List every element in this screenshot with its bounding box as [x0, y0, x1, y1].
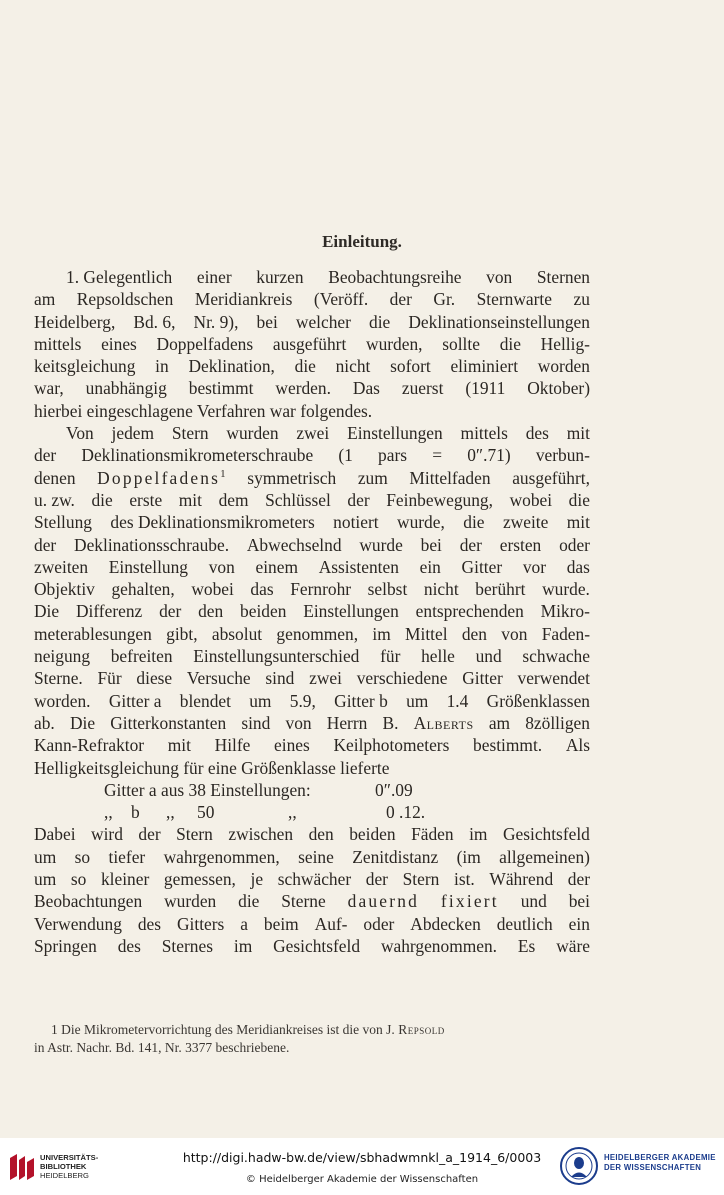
- p2-line: [34, 623, 590, 645]
- paragraph-3-end: [34, 913, 590, 958]
- footnote: [34, 1021, 594, 1057]
- word: genommen,: [276, 623, 359, 644]
- word: Feinbewegung,: [386, 489, 493, 510]
- word: Beobachtungsreihe: [328, 267, 462, 287]
- word: so: [74, 846, 91, 867]
- word: Mikro-: [540, 601, 590, 622]
- word: den: [461, 623, 487, 644]
- formula-value: 0″.09: [375, 779, 413, 800]
- word: des Deklinationsmikrometers: [110, 512, 315, 533]
- word: Schlüssel: [265, 489, 331, 510]
- word: verbun-: [535, 445, 590, 466]
- word: den: [308, 824, 334, 845]
- word: wurde: [359, 534, 403, 555]
- word: Differenz: [75, 601, 143, 622]
- word: nicht: [335, 356, 371, 377]
- word: wahrgenommen.: [380, 935, 498, 956]
- p3-end-line: [34, 913, 590, 935]
- word: bei: [256, 311, 278, 332]
- word: Einstellungen: [303, 601, 399, 622]
- word: Gr.: [433, 289, 456, 310]
- word: am: [488, 712, 511, 733]
- section-heading: Einleitung.: [322, 232, 402, 251]
- p2-line: [34, 645, 590, 667]
- word: Auf-: [314, 913, 348, 934]
- word: Doppelfadens: [156, 333, 254, 354]
- ditto-mark: ,,: [104, 802, 113, 823]
- word: Stern: [171, 423, 209, 444]
- word: Meridiankreis: [194, 289, 293, 310]
- word: sind: [265, 668, 295, 689]
- p2-line-3: [34, 467, 590, 489]
- word: der: [567, 869, 590, 890]
- word: dem: [218, 489, 249, 510]
- p1-line: [34, 400, 590, 422]
- line-text: hierbei eingeschlagene Verfahren war folgendes.: [34, 400, 373, 421]
- word: zwischen: [228, 824, 294, 845]
- word: mit: [178, 489, 202, 510]
- word: Assistenten: [318, 556, 399, 577]
- word: so: [70, 869, 87, 890]
- word: Abdecken: [410, 913, 481, 934]
- word: Gitter b: [334, 690, 388, 711]
- word: allgemeinen): [499, 846, 590, 867]
- word: bestimmt.: [473, 735, 543, 756]
- word: symmetrisch: [247, 467, 337, 488]
- footnote-text: 1 Die Mikrometervorrichtung des Meridiankreises ist die von J.: [51, 1022, 395, 1037]
- copyright-notice: © Heidelberger Akademie der Wissenschaften: [245, 1174, 479, 1185]
- spaced-term: Doppelfadens$^1$: [97, 467, 226, 488]
- word: unabhängig: [85, 378, 167, 399]
- word: Fäden: [411, 824, 454, 845]
- word: sofort: [390, 356, 431, 377]
- word: oder: [559, 534, 590, 555]
- word: von: [285, 712, 312, 733]
- word: Sterne.: [34, 668, 83, 689]
- academy-name: [604, 1153, 716, 1173]
- word: sind: [241, 712, 271, 733]
- word: der: [138, 824, 161, 845]
- word: Sternen: [536, 267, 590, 287]
- word: je: [250, 869, 264, 890]
- word: im: [233, 935, 253, 956]
- formula-value: 0 .12.: [386, 802, 426, 823]
- word: wahrgenommen,: [163, 846, 280, 867]
- word: ist.: [453, 869, 475, 890]
- word: kurzen: [256, 267, 304, 287]
- word: Fernrohr: [290, 579, 352, 600]
- word: Einstellung: [108, 556, 188, 577]
- word: mit: [167, 735, 191, 756]
- author-name: Alberts: [413, 712, 474, 733]
- p2-last-line: [34, 757, 590, 779]
- word: der: [34, 445, 57, 466]
- p1-line: [34, 355, 590, 377]
- word: zuerst: [401, 378, 444, 399]
- word: worden: [537, 356, 590, 377]
- word: pars: [378, 445, 408, 466]
- paragraph-1: [34, 266, 590, 422]
- word: jedem: [111, 423, 155, 444]
- word: Springen: [34, 935, 97, 956]
- word: gibt,: [166, 623, 198, 644]
- word: zweiten: [34, 556, 89, 577]
- word: neigung: [34, 646, 91, 667]
- word: Als: [565, 735, 590, 756]
- word: eliminiert: [450, 356, 519, 377]
- word: im: [469, 824, 488, 845]
- word: Gesichtsfeld: [273, 935, 361, 956]
- word: ersten: [499, 534, 542, 555]
- word: Faden-: [541, 623, 590, 644]
- p1-line: [34, 311, 590, 333]
- p2-line: [34, 667, 590, 689]
- word: wobei: [191, 579, 234, 600]
- word: u. zw.: [34, 489, 75, 510]
- word: wäre: [556, 935, 590, 956]
- word: (1911: [465, 378, 506, 399]
- word: absolut: [211, 623, 263, 644]
- word: oder: [363, 913, 395, 934]
- word: zum: [357, 467, 388, 488]
- word: zweite: [502, 512, 549, 533]
- word: Es: [517, 935, 536, 956]
- formula-label: Gitter a aus 38 Einstellungen:: [104, 779, 311, 800]
- word: 5.9,: [289, 690, 316, 711]
- word: sollte: [442, 333, 480, 354]
- word: der: [34, 534, 57, 555]
- word: mittels: [34, 333, 82, 354]
- word: Verwendung: [34, 913, 122, 934]
- word: der: [347, 489, 370, 510]
- word: der: [159, 601, 182, 622]
- word: den: [198, 601, 224, 622]
- p2-alberts-line: [34, 712, 590, 734]
- word: die: [369, 311, 391, 332]
- p3-line: [34, 868, 590, 890]
- word: zwei: [296, 423, 330, 444]
- word: der: [389, 289, 412, 310]
- word: Von: [66, 423, 94, 444]
- word: Die: [34, 601, 60, 622]
- word: entsprechenden: [415, 601, 524, 622]
- p1-line: [34, 288, 590, 310]
- word: Gesichtsfeld: [502, 824, 590, 845]
- word: des: [525, 423, 549, 444]
- word: werden.: [275, 378, 331, 399]
- word: um: [249, 690, 272, 711]
- word: Dabei: [34, 824, 76, 845]
- word: ein: [419, 556, 441, 577]
- word: um: [34, 846, 57, 867]
- word: befreiten: [110, 646, 173, 667]
- word: worden.: [34, 690, 91, 711]
- word: bei: [420, 534, 442, 555]
- ditto-mark: ,,: [166, 802, 175, 823]
- p2-line: [34, 511, 590, 533]
- formula-row-2: [34, 801, 590, 823]
- word: einem: [255, 556, 298, 577]
- p2-line: [34, 534, 590, 556]
- library-line-1: UNIVERSITÄTS-: [40, 1153, 99, 1162]
- word: eines: [101, 333, 137, 354]
- word: für: [380, 646, 401, 667]
- word: Einstellungen: [347, 423, 443, 444]
- word: Deklination,: [188, 356, 275, 377]
- p2-line-2: [34, 444, 590, 466]
- word: Gitterkonstanten: [110, 712, 227, 733]
- word: Bd. 6,: [133, 311, 176, 332]
- word: Abwechselnd: [246, 534, 342, 555]
- word: die: [463, 512, 485, 533]
- footnote-author: Repsold: [398, 1022, 445, 1037]
- word: wurden: [226, 423, 279, 444]
- line-text: Helligkeitsgleichung für eine Größenklasse lieferte: [34, 757, 390, 778]
- word: mit: [566, 512, 590, 533]
- p1-line: [34, 266, 590, 288]
- word: Während: [489, 869, 554, 890]
- word: Hellig-: [540, 333, 590, 354]
- word: Kann-Refraktor: [34, 735, 145, 756]
- word: Heidelberg,: [34, 311, 116, 332]
- p2-line-1: [34, 422, 590, 444]
- word: das: [566, 556, 590, 577]
- formula-row-1: [34, 779, 590, 801]
- word: war,: [34, 378, 64, 399]
- p2-line: [34, 556, 590, 578]
- word: und: [475, 646, 502, 667]
- word: wurden,: [366, 333, 423, 354]
- word: ausgeführt,: [512, 467, 590, 488]
- word: diese: [136, 668, 173, 689]
- word: Stern: [176, 824, 213, 845]
- word: zu: [573, 289, 590, 310]
- word: 8zölligen: [525, 712, 590, 733]
- word: meterablesungen: [34, 623, 152, 644]
- word: der: [365, 869, 388, 890]
- word: um: [34, 869, 57, 890]
- word: Deklinationsschraube.: [74, 534, 230, 555]
- word: denen: [34, 467, 76, 488]
- word: mittels: [460, 423, 508, 444]
- word: Gitter a: [108, 690, 162, 711]
- word: (1: [338, 445, 353, 466]
- word: Deklinationsmikrometerschraube: [81, 445, 314, 466]
- word: Mittel: [405, 623, 448, 644]
- library-line-2: BIBLIOTHEK: [40, 1162, 87, 1171]
- word: schwächer: [277, 869, 352, 890]
- word: verschiedene: [356, 668, 448, 689]
- word: einer: [196, 267, 232, 287]
- word: zwei: [309, 668, 342, 689]
- word: deutlich: [496, 913, 553, 934]
- word: Herrn: [326, 712, 368, 733]
- word: Sterne: [281, 891, 326, 912]
- paragraph-2-body: [34, 489, 590, 712]
- word: Mittelfaden: [409, 467, 491, 488]
- word: vor: [522, 556, 547, 577]
- word: helle: [421, 646, 455, 667]
- library-line-3: HEIDELBERG: [40, 1171, 89, 1180]
- word: B.: [382, 712, 399, 733]
- p2-line: [34, 578, 590, 600]
- word: 1. Gelegentlich: [66, 267, 173, 287]
- word: am: [34, 289, 56, 310]
- p2-line: [34, 489, 590, 511]
- word: von: [208, 556, 235, 577]
- footnote-line-1: [34, 1021, 594, 1039]
- word: gehalten,: [111, 579, 175, 600]
- word: die: [568, 489, 590, 510]
- ditto-mark: ,,: [288, 802, 297, 823]
- word: wobei: [509, 489, 553, 510]
- word: von: [501, 623, 528, 644]
- word: Beobachtungen: [34, 891, 143, 912]
- word: verwendet: [517, 668, 590, 689]
- spaced-term: fixiert: [440, 891, 499, 912]
- word: 1.4: [446, 690, 469, 711]
- word: eines: [274, 735, 310, 756]
- p3-end-line: [34, 935, 590, 957]
- word: des: [117, 935, 141, 956]
- word: schwache: [522, 646, 590, 667]
- word: die: [91, 489, 113, 510]
- word: keitsgleichung: [34, 356, 136, 377]
- word: seine: [298, 846, 334, 867]
- word: notiert: [333, 512, 379, 533]
- p3-line: [34, 823, 590, 845]
- word: wird: [91, 824, 123, 845]
- word: kleiner: [100, 869, 150, 890]
- p1-line: [34, 377, 590, 399]
- word: wurde,: [397, 512, 445, 533]
- word: selbst: [367, 579, 408, 600]
- academy-line-1: HEIDELBERGER AKADEMIE: [604, 1153, 716, 1162]
- word: Keilphotometers: [333, 735, 450, 756]
- word: ab.: [34, 712, 55, 733]
- word: um: [406, 690, 429, 711]
- word: =: [432, 445, 443, 466]
- spaced-term: dauernd: [347, 891, 420, 912]
- word: Stern: [402, 869, 440, 890]
- formula-label: b: [131, 802, 140, 823]
- word: Stellung: [34, 512, 92, 533]
- academy-line-2: DER WISSENSCHAFTEN: [604, 1163, 702, 1172]
- word: (Veröff.: [313, 289, 369, 310]
- footnote-line-2: in Astr. Nachr. Bd. 141, Nr. 3377 beschriebene.: [34, 1040, 290, 1055]
- p2-line: [34, 600, 590, 622]
- word: tiefer: [108, 846, 146, 867]
- word: Objektiv: [34, 579, 95, 600]
- academy-seal-icon: [560, 1146, 598, 1186]
- word: erste: [129, 489, 163, 510]
- formula-count: 50: [197, 802, 215, 823]
- word: das: [250, 579, 274, 600]
- word: beiden: [349, 824, 396, 845]
- word: im: [372, 623, 391, 644]
- word: wurde.: [542, 579, 590, 600]
- permalink-url[interactable]: http://digi.hadw-bw.de/view/sbhadwmnkl_a_1914_6/0003: [182, 1150, 542, 1165]
- word: wurden: [164, 891, 217, 912]
- word: Gitter: [462, 668, 503, 689]
- word: nicht: [423, 579, 459, 600]
- word: Das: [352, 378, 380, 399]
- word: ausgeführt: [272, 333, 347, 354]
- p3-dauernd-line: [34, 890, 590, 912]
- word: und: [520, 891, 547, 912]
- paragraph-3: [34, 823, 590, 890]
- word: Nr. 9),: [193, 311, 239, 332]
- word: in: [155, 356, 169, 377]
- word: Gitters: [176, 913, 225, 934]
- word: bei: [568, 891, 590, 912]
- word: berührt: [475, 579, 526, 600]
- word: Versuche: [186, 668, 251, 689]
- p1-line: [34, 333, 590, 355]
- word: die: [238, 891, 260, 912]
- footer-bar: [0, 1138, 724, 1195]
- word: welcher: [295, 311, 351, 332]
- word: blendet: [179, 690, 231, 711]
- word: von: [486, 267, 513, 287]
- word: Größenklassen: [486, 690, 590, 711]
- word: 0″.71): [467, 445, 511, 466]
- word: (im: [456, 846, 481, 867]
- p2-kann-line: [34, 734, 590, 756]
- word: Gitter: [461, 556, 503, 577]
- word: Die: [69, 712, 96, 733]
- word: des: [137, 913, 162, 934]
- body-text: [34, 266, 590, 957]
- word: mit: [566, 423, 590, 444]
- word: Zenitdistanz: [352, 846, 439, 867]
- word: Einstellungsunterschied: [193, 646, 360, 667]
- word: Sternes: [161, 935, 213, 956]
- word: a: [240, 913, 248, 934]
- word: der: [459, 534, 482, 555]
- word: beiden: [240, 601, 287, 622]
- p2-line: [34, 690, 590, 712]
- footnote-marker: 1: [220, 467, 226, 480]
- word: Oktober): [527, 378, 590, 399]
- word: Sternwarte: [476, 289, 552, 310]
- p3-line: [34, 846, 590, 868]
- word: Hilfe: [214, 735, 251, 756]
- word: Für: [97, 668, 122, 689]
- word: Repsoldschen: [76, 289, 174, 310]
- word: Deklinationseinstellungen: [408, 311, 590, 332]
- word: gemessen,: [163, 869, 236, 890]
- word: beim: [263, 913, 299, 934]
- word: die: [294, 356, 316, 377]
- word: bestimmt: [188, 378, 254, 399]
- word: ein: [568, 913, 590, 934]
- word: die: [499, 333, 521, 354]
